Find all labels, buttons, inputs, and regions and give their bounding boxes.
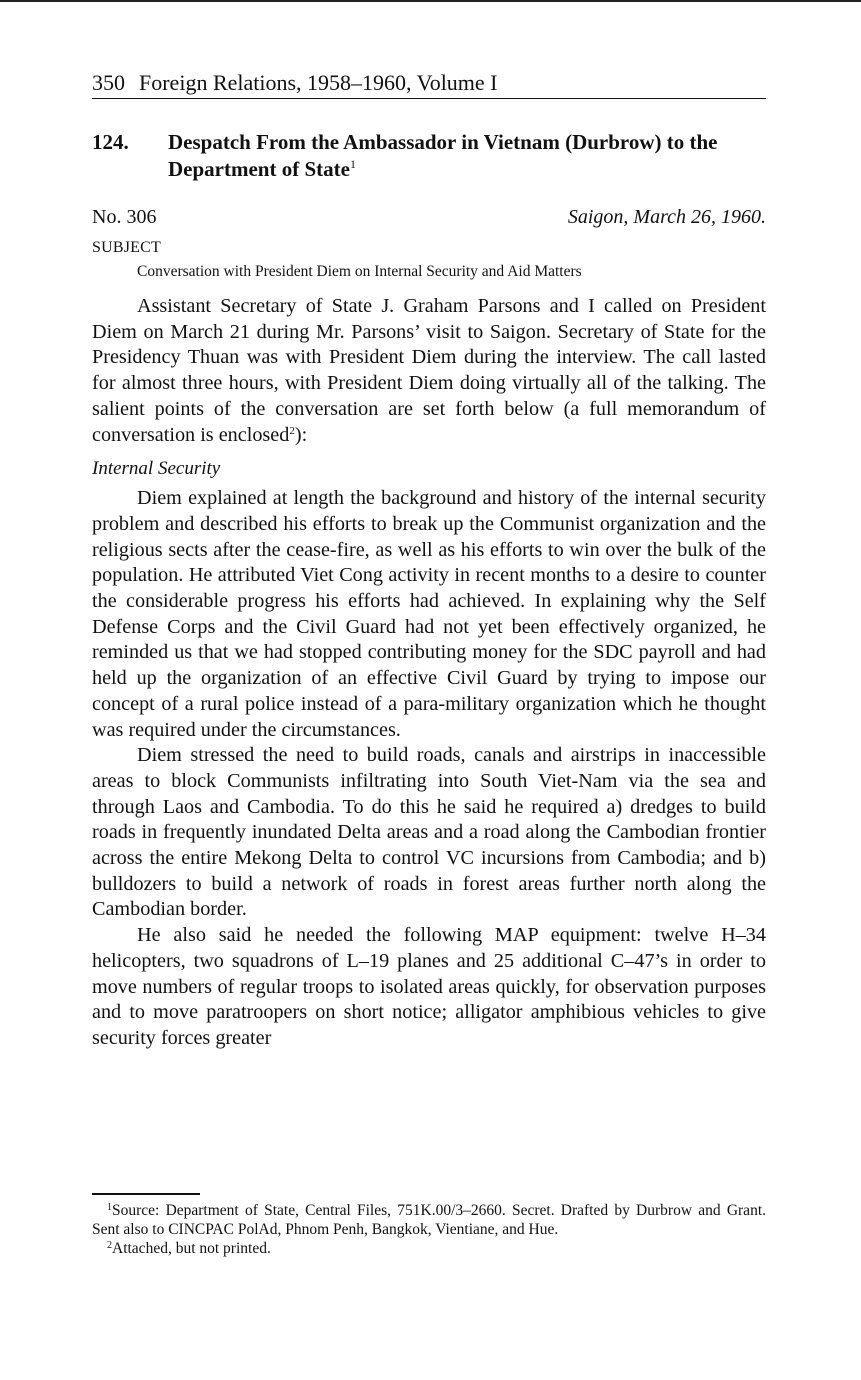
body-paragraph: Diem explained at length the background and history of the internal security problem and described his efforts to break up the Communist organization and the religious sects after the cease-fire, as well as his efforts to win over the bulk of the population. He attributed Viet Cong activity in recent months to a desire to counter the considerable progress his efforts had achieved. In explaining why the Self Defense Corps and the Civil Guard had not yet been effectively organized, he reminded us that we had stopped contributing money for the SDC payroll and had held up the organization of an effective Civil Guard by trying to impose our concept of a rural police instead of a para-military organization which he thought was required under the circumstances. <box>92 487 766 741</box>
running-head <box>92 70 766 99</box>
title-footnote-ref[interactable]: 1 <box>349 157 356 171</box>
footnote-mark: 2 <box>107 1240 112 1251</box>
despatch-number: No. 306 <box>92 206 157 228</box>
document-heading <box>92 129 766 183</box>
top-edge-rule <box>0 0 861 2</box>
document-number: 124. <box>92 130 129 154</box>
footnote-text: Source: Department of State, Central Files, 751K.00/3–2660. Secret. Drafted by Durbrow and Grant. Sent also to CINCPAC PolAd, Phnom Penh, Bangkok, Vientiane, and Hue. <box>92 1202 766 1238</box>
section-heading: Internal Security <box>92 458 221 480</box>
document-title-text: Despatch From the Ambassador in Vietnam (Durbrow) to the Department of State <box>168 130 718 181</box>
place-date: Saigon, March 26, 1960. <box>567 206 766 228</box>
body-paragraph: He also said he needed the following MAP equipment: twelve H–34 helicopters, two squadrons of L–19 planes and 25 additional C–47’s in order to move numbers of regular troops to isolated areas quickly, for observation purposes and to move paratroopers on short notice; alligator amphibious vehicles to give security forces greater <box>92 924 766 1049</box>
footnote-rule <box>92 1193 200 1195</box>
subject-label: SUBJECT <box>92 239 161 256</box>
footnote <box>92 1201 766 1239</box>
footnote-text: Attached, but not printed. <box>112 1240 271 1257</box>
document-page <box>92 70 766 1052</box>
body-paragraph: Diem stressed the need to build roads, canals and airstrips in inaccessible areas to block Communists infiltrating into South Viet-Nam via the sea and through Laos and Cambodia. To do this he said he required a) dredges to build roads in frequently inundated Delta areas and a road along the Cambodian frontier across the entire Mekong Delta to control VC incursions from Cambodia; and b) bulldozers to build a network of roads in forest areas further north along the Cambodian border. <box>92 744 766 921</box>
page-number: 350 <box>92 70 125 95</box>
despatch-meta <box>92 205 766 229</box>
footnote <box>92 1239 766 1258</box>
footnote-mark: 1 <box>107 1202 112 1213</box>
intro-tail: ): <box>294 423 308 446</box>
enclosure-footnote-ref[interactable]: 2 <box>289 424 295 437</box>
volume-title: Foreign Relations, 1958–1960, Volume I <box>139 70 498 95</box>
intro-text: Assistant Secretary of State J. Graham Parsons and I called on President Diem on March 21 during Mr. Parsons’ visit to Saigon. Secretary of State for the Presidency Thuan was with President Diem during the interview. The call lasted for almost three hours, with President Diem doing virtually all of the talking. The salient points of the conversation are set forth below (a full memorandum of conversation is enclosed <box>92 295 766 446</box>
footnotes <box>92 1201 766 1258</box>
document-title <box>168 129 766 183</box>
subject-text: Conversation with President Diem on Internal Security and Aid Matters <box>137 263 582 280</box>
intro-paragraph <box>92 294 766 448</box>
